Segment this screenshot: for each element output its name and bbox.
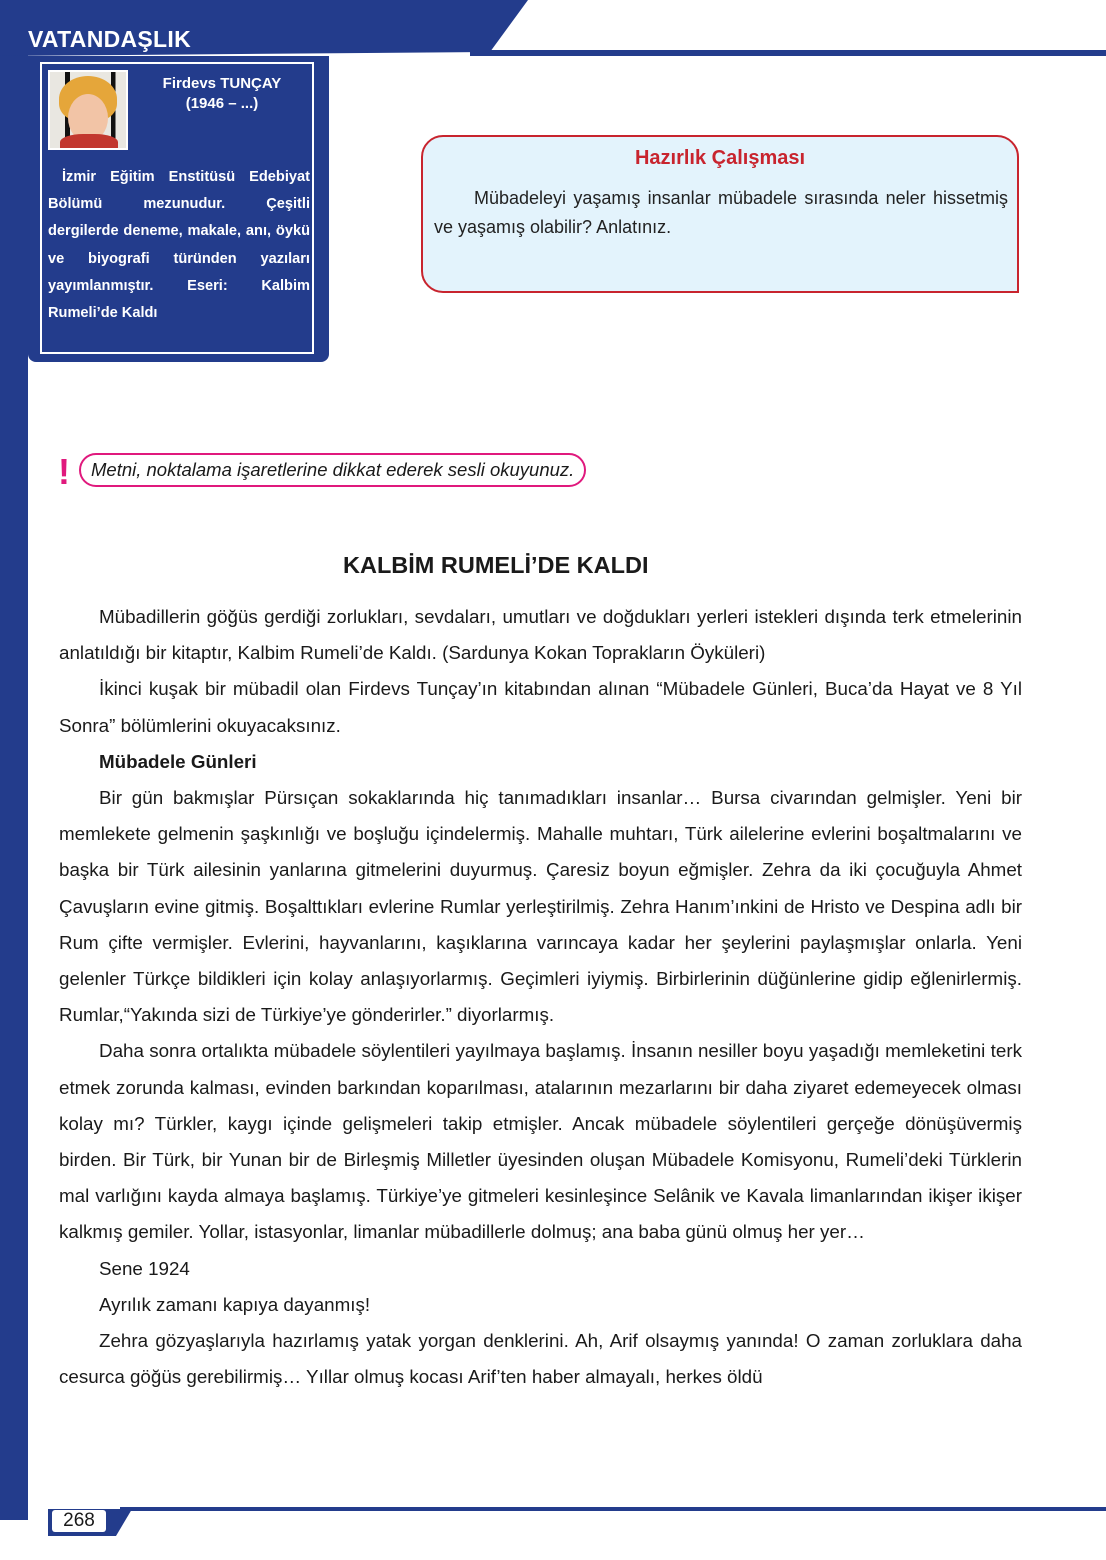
author-dates: (1946 – ...)	[185, 95, 259, 112]
subject-title: VATANDAŞLIK	[28, 26, 192, 52]
preparation-text: Mübadeleyi yaşamış insanlar mübadele sırasında neler hissetmiş ve yaşamış olabilir? Anlatınız.	[434, 188, 1008, 237]
page-number: 268	[52, 1510, 106, 1532]
paragraph: Mübadillerin göğüs gerdiği zorlukları, sevdaları, umutları ve doğdukları yerleri istekleri dışında terk etmelerinin anlatıldığı bir kitaptır, Kalbim Rumeli’de Kaldı. (Sardunya Kokan Toprakların Öyküleri)	[59, 606, 1022, 664]
preparation-box	[421, 135, 1019, 293]
header-rule	[470, 50, 1106, 56]
paragraph: İkinci kuşak bir mübadil olan Firdevs Tunçay’ın kitabından alınan “Mübadele Günleri, Buca’da Hayat ve 8 Yıl Sonra” bölümlerini okuyacaksınız.	[59, 678, 1022, 736]
section-heading: Mübadele Günleri	[99, 750, 257, 772]
paragraph: Zehra gözyaşlarıyla hazırlamış yatak yorgan denklerini. Ah, Arif olsaymış yanında! O zaman zorluklara daha cesurca göğüs gerebilirmiş… Yıllar olmuş kocası Arif’ten haber almayalı, herkes öldü	[59, 1330, 1022, 1388]
author-name: Firdevs TUNÇAY	[162, 75, 282, 92]
author-photo	[48, 70, 128, 150]
paragraph: Ayrılık zamanı kapıya dayanmış!	[99, 1293, 371, 1315]
preparation-title: Hazırlık Çalışması	[634, 147, 806, 169]
author-bio-text: İzmir Eğitim Enstitüsü Edebiyat Bölümü mezunudur. Çeşitli dergilerde deneme, makale, anı, öykü ve biyografi türünden yazıları yayımlanmıştır. Eseri: Kalbim Rumeli’de Kaldı	[48, 169, 310, 322]
article-body	[59, 599, 1022, 1395]
exclamation-icon: !	[58, 451, 70, 492]
author-bio-panel	[28, 56, 329, 362]
paragraph: Bir gün bakmışlar Pürsıçan sokaklarında hiç tanımadıkları insanlar… Bursa civarından gelmişler. Yeni bir memlekete gelmenin şaşkınlığı ve boşluğu içindelermiş. Mahalle muhtarı, Türk ailelerine evlerini boşaltmalarını ve başka bir Türk ailesinin yanlarına gitmelerini duyurmuş. Çaresiz boyun eğmişler. Zehra da iki çocuğuyla Ahmet Çavuşların evine gitmiş. Boşalttıkları evlerine Rumlar yerleştirilmiş. Zehra Hanım’ınkini de Hristo ve Despina adlı bir Rum çifte vermişler. Evlerini, hayvanlarını, kaşıklarına varıncaya kadar her şeylerini paylaşmışlar onlarla. Yeni gelenler Türkçe bildikleri için kolay anlaşıyorlarmış. Geçimleri iyiymiş. Birbirlerinin düğünlerine gidip eğlenirlermiş. Rumlar,“Yakında sizi de Türkiye’ye gönderirler.” diyorlarmış.	[59, 787, 1022, 1026]
author-bio-frame	[40, 62, 314, 354]
footer-rule	[120, 1507, 1106, 1511]
article-title: KALBİM RUMELİ’DE KALDI	[343, 552, 649, 578]
left-sidebar-bar	[0, 0, 28, 1520]
paragraph: Sene 1924	[99, 1257, 190, 1279]
reading-note: Metni, noktalama işaretlerine dikkat ederek sesli okuyunuz.	[79, 453, 586, 487]
paragraph: Daha sonra ortalıkta mübadele söylentileri yayılmaya başlamış. İnsanın nesiller boyu yaşadığı memleketini terk etmek zorunda kalması, evinden barkından koparılması, atalarının mezarlarını bir daha ziyaret edemeyecek olması kolay mı? Türkler, kaygı içinde gelişmeleri takip etmişler. Ancak mübadele söylentileri gerçeğe dönüşüvermiş birden. Bir Türk, bir Yunan bir de Birleşmiş Milletler üyesinden oluşan Mübadele Komisyonu, Rumeli’deki Türklerin mal varlığını kayda almaya başlamış. Türkiye’ye gitmeleri kesinleşince Selânik ve Kavala limanlarından ikişer ikişer kalkmış gemiler. Yollar, istasyonlar, limanlar mübadillerle dolmuş; ana baba günü olmuş her yer…	[59, 1040, 1022, 1243]
